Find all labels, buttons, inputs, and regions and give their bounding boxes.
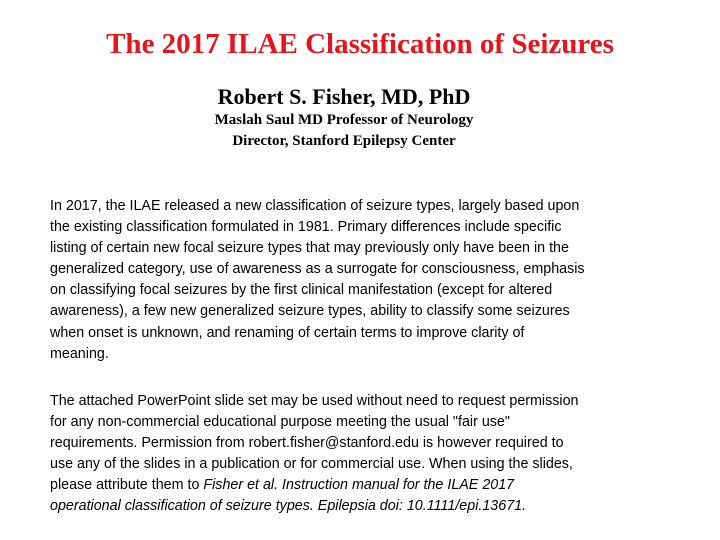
citation-text: Fisher et al. Instruction manual for the ILAE 2017 — [203, 477, 515, 494]
intro-line: In 2017, the ILAE released a new classification of seizure types, largely based upon — [50, 198, 580, 214]
intro-line: generalized category, use of awareness as a surrogate for consciousness, emphasis — [50, 261, 585, 278]
intro-line: meaning. — [50, 345, 109, 362]
intro-line: when onset is unknown, and renaming of certain terms to improve clarity of — [50, 324, 525, 341]
author-title: Maslah Saul MD Professor of Neurology — [214, 112, 474, 128]
citation-line — [50, 496, 678, 517]
author-affiliation: Director, Stanford Epilepsy Center — [232, 133, 456, 149]
citation-text: operational classification of seizure types. Epilepsia doi: 10.1111/epi.13671. — [50, 498, 527, 515]
permission-line: requirements. Permission from robert.fisher@stanford.edu is however required to — [50, 435, 564, 452]
permission-line: for any non-commercial educational purpose meeting the usual "fair use" — [50, 414, 510, 431]
intro-line: the existing classification formulated in 1981. Primary differences include specific — [50, 219, 562, 236]
permission-line: The attached PowerPoint slide set may be used without need to request permission — [50, 393, 579, 409]
permission-line: use any of the slides in a publication or for commercial use. When using the slides, — [50, 456, 573, 473]
intro-line: awareness), a few new generalized seizure types, ability to classify some seizures — [50, 303, 570, 320]
attribution-prefix: please attribute them to — [50, 477, 204, 494]
permission-paragraph — [50, 391, 678, 518]
intro-paragraph — [50, 196, 678, 365]
slide-title: The 2017 ILAE Classification of Seizures — [106, 28, 614, 60]
attribution-line — [50, 475, 678, 496]
intro-line: listing of certain new focal seizure types that may previously only have been in the — [50, 240, 569, 257]
intro-line: on classifying focal seizures by the first clinical manifestation (except for altered — [50, 282, 553, 299]
author-name: Robert S. Fisher, MD, PhD — [217, 84, 471, 109]
